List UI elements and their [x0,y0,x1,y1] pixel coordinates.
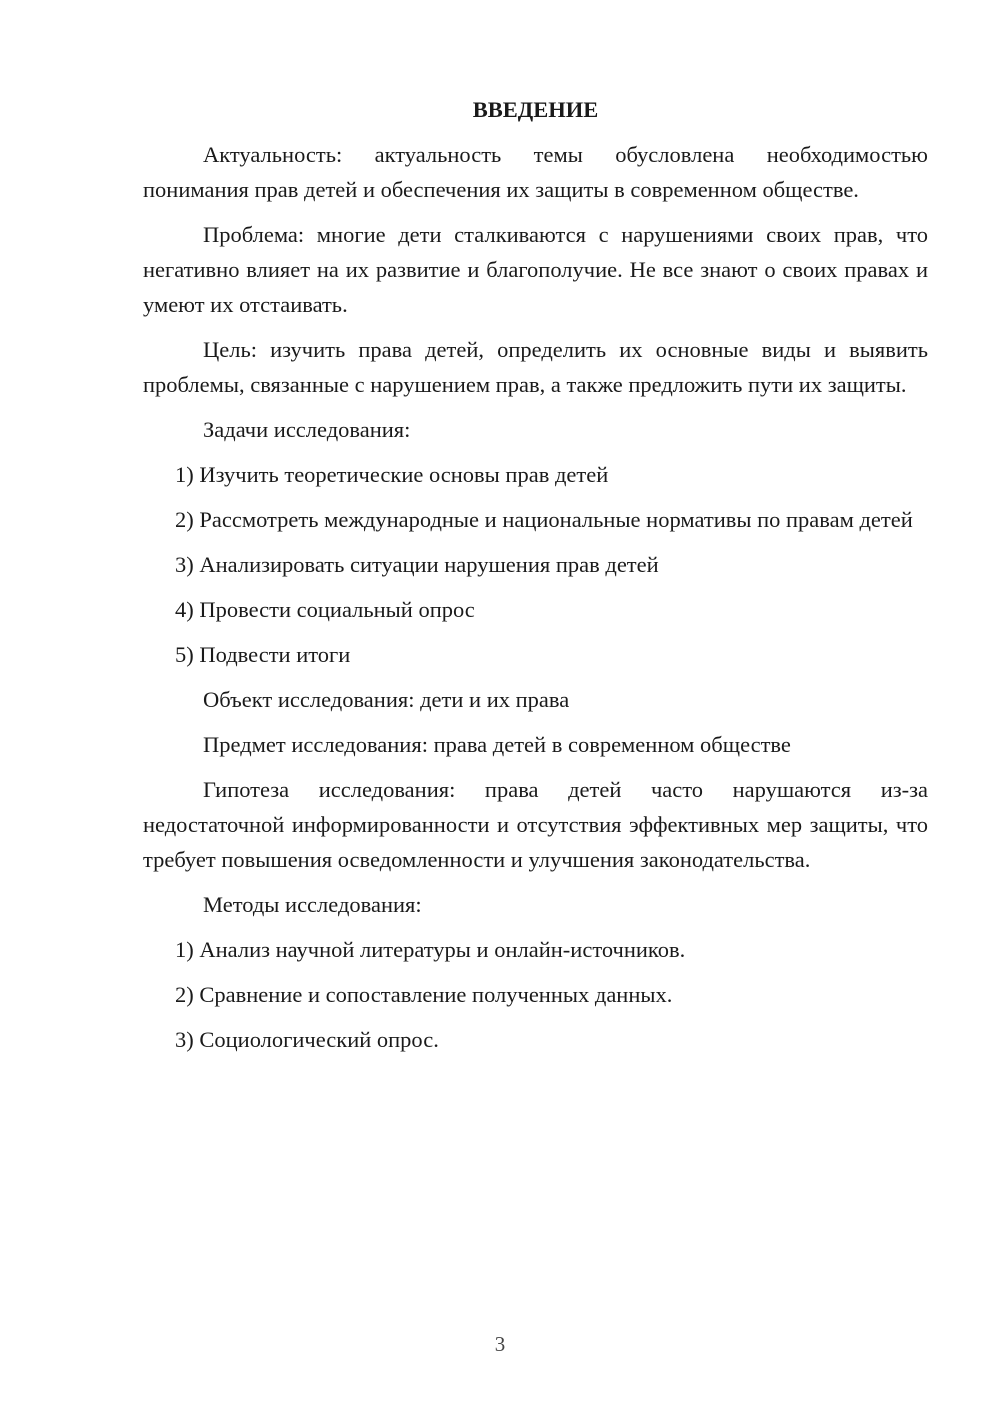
subject-paragraph: Предмет исследования: права детей в современном обществе [203,732,791,757]
list-item: 3) Анализировать ситуации нарушения прав детей [175,552,659,577]
page-title: ВВЕДЕНИЕ [472,97,599,122]
goal-paragraph: Цель: изучить права детей, определить их основные виды и выявить проблемы, связанные с нарушением прав, а также предложить пути их защиты. [143,337,928,397]
page-number: 3 [494,1332,506,1356]
list-item: 2) Сравнение и сопоставление полученных данных. [175,982,673,1007]
object-paragraph: Объект исследования: дети и их права [203,687,570,712]
list-item: 2) Рассмотреть международные и национальные нормативы по правам детей [175,507,913,532]
list-item: 1) Изучить теоретические основы прав детей [175,462,609,487]
tasks-list [143,457,928,672]
tasks-heading: Задачи исследования: [203,417,411,442]
list-item: 5) Подвести итоги [175,642,351,667]
actuality-paragraph: Актуальность: актуальность темы обусловлена необходимостью понимания прав детей и обеспечения их защиты в современном обществе. [143,142,928,202]
hypothesis-paragraph: Гипотеза исследования: права детей часто нарушаются из-за недостаточной информированности и отсутствия эффективных мер защиты, что требует повышения осведомленности и улучшения законодательства. [143,777,928,872]
list-item: 4) Провести социальный опрос [175,597,475,622]
problem-paragraph: Проблема: многие дети сталкиваются с нарушениями своих прав, что негативно влияет на их развитие и благополучие. Не все знают о своих правах и умеют их отстаивать. [143,222,928,317]
list-item: 3) Социологический опрос. [175,1027,439,1052]
methods-heading: Методы исследования: [203,892,422,917]
list-item: 1) Анализ научной литературы и онлайн-источников. [175,937,686,962]
methods-list [143,932,928,1057]
document-page [143,92,928,1067]
